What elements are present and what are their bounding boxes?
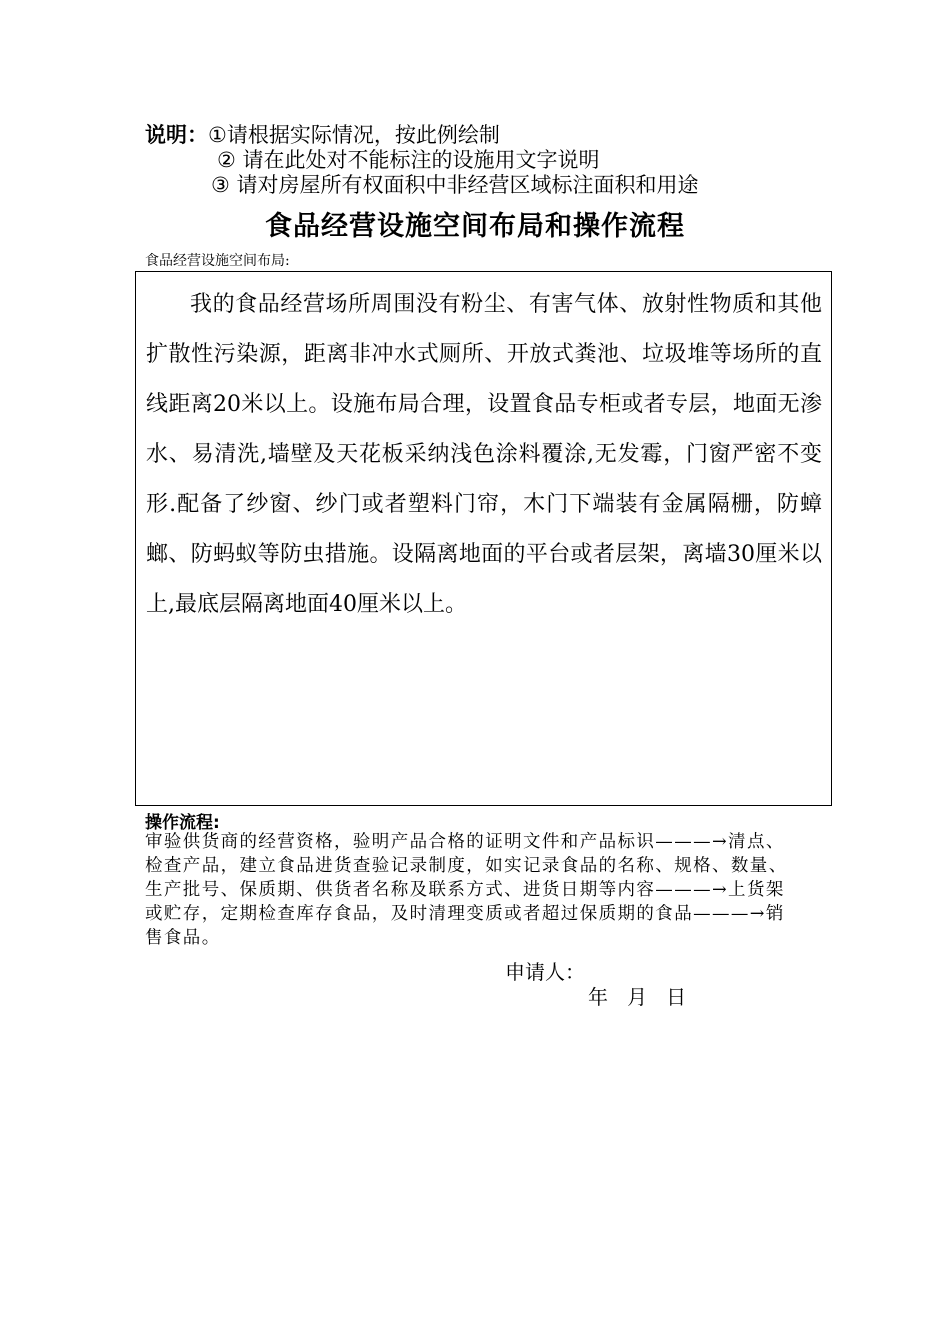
date-line: 年 月 日 <box>588 985 687 1009</box>
page-title: 食品经营设施空间布局和操作流程 <box>265 211 685 242</box>
note-item-2: ② 请在此处对不能标注的设施用文字说明 <box>217 148 600 172</box>
layout-text: 我的食品经营场所周围没有粉尘、有害气体、放射性物质和其他扩散性污染源，距离非冲水式厕所、开放式粪池、垃圾堆等场所的直线距离20米以上。设施布局合理，设置食品专柜或者专层，地面无渗水、易清洗,墙壁及天花板采纳浅色涂料覆涂,无发霉，门窗严密不变形.配备了纱窗、纱门或者塑料门帘，木门下端装有金属隔栅，防蟑螂、防蚂蚁等防虫措施。设隔离地面的平台或者层架，离墙30厘米以上,最底层隔离地面40厘米以上。 <box>146 292 822 617</box>
process-label: 操作流程: <box>145 813 220 833</box>
layout-label: 食品经营设施空间布局: <box>145 253 290 269</box>
applicant-label: 申请人： <box>505 960 585 984</box>
note-item-3: ③ 请对房屋所有权面积中非经营区域标注面积和用途 <box>211 173 699 197</box>
note-item-1 <box>145 123 500 148</box>
process-text: 审验供货商的经营资格，验明产品合格的证明文件和产品标识———→清点、检查产品，建立食品进货查验记录制度，如实记录食品的名称、规格、数量、生产批号、保质期、供货者名称及联系方式、进货日期等内容———→上货架或贮存，定期检查库存食品，及时清理变质或者超过保质期的食品———→销售食品。 <box>145 832 788 948</box>
note-text-1: ①请根据实际情况，按此例绘制 <box>208 123 500 147</box>
notes-label: 说明： <box>145 123 208 147</box>
layout-box <box>135 271 832 806</box>
